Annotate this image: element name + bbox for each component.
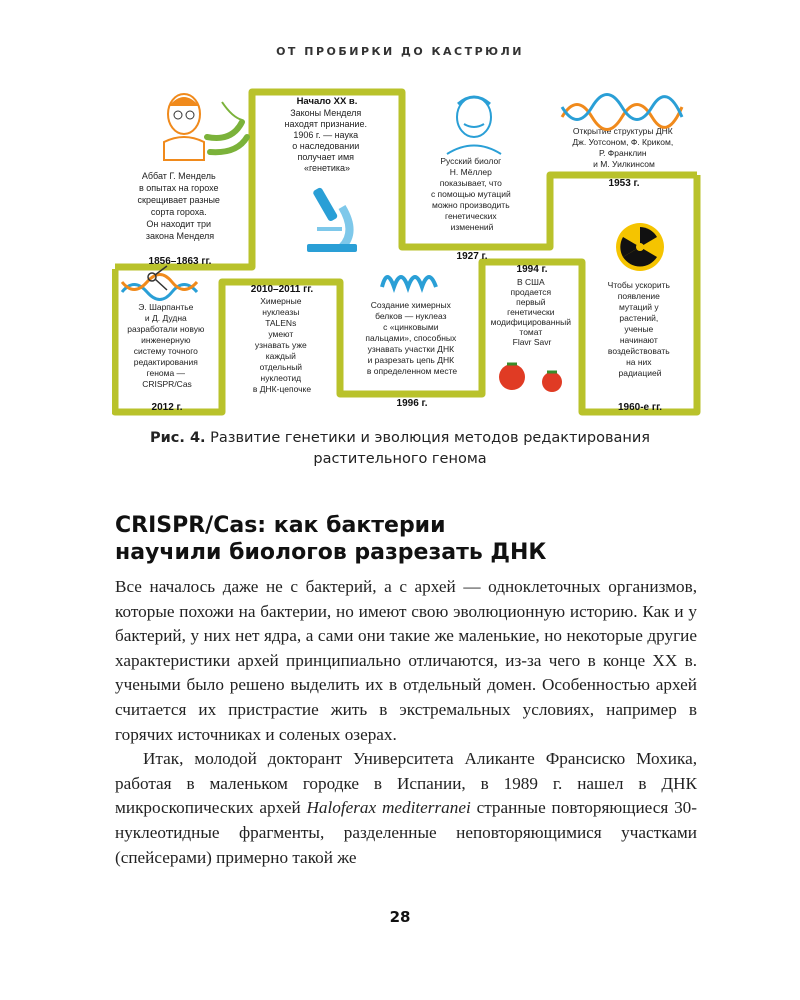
paragraph-2 — [115, 747, 697, 870]
event-text-genetics: Законы Менделя находят признание. 1906 г. — наука о наследовании получает имя «генетика» — [284, 108, 367, 173]
body-text — [115, 575, 697, 870]
paragraph-2-start: Итак, молодой докторант Университета Аликанте Франсиско Мохика, работая в маленьком городке в Испании, в 1989 г. нашел в ДНК микроскопических архей — [115, 749, 697, 818]
year-label-crispr: 2012 г. — [151, 402, 183, 413]
species-name: Haloferax mediterranei — [306, 798, 471, 818]
dna-helix-icon — [562, 95, 682, 130]
event-text-mendel: Аббат Г. Мендель в опытах на горохе скрещивает разные сорта гороха. Он находит три закона Менделя — [137, 171, 220, 241]
event-text-radiation: Чтобы ускорить появление мутаций у растений, ученые начинают воздействовать на них радиацией — [607, 280, 670, 378]
event-text-flavr-savr: В США продается первый генетически модифицированный томат Flavr Savr — [490, 277, 571, 347]
year-label-radiation: 1960-е гг. — [617, 402, 663, 413]
year-label-genetics: Начало XX в. — [296, 96, 358, 107]
event-text-crispr: Э. Шарпантье и Д. Дудна разработали новую инженерную систему точного редактирования генома — CRISPR/Cas — [127, 302, 205, 389]
year-label-muller: 1927 г. — [456, 251, 488, 262]
zinc-finger-icon — [382, 277, 436, 287]
section-title — [115, 512, 715, 566]
radiation-icon — [616, 223, 664, 271]
event-text-zinc-finger: Создание химерных белков — нуклеаз с «цинковыми пальцами», способных узнавать участки ДНК и разрезать цепь ДНК в определенном месте — [365, 300, 458, 376]
figure-caption-label: Рис. 4. — [150, 430, 206, 446]
year-label-mendel: 1856–1863 гг. — [148, 256, 212, 267]
dna-scissors-icon — [122, 266, 197, 300]
microscope-icon — [307, 187, 357, 252]
scientist-portrait-icon — [447, 97, 501, 154]
year-label-talens: 2010–2011 гг. — [250, 284, 314, 295]
paragraph-1: Все началось даже не с бактерий, а с архей — одноклеточных организмов, которые похожи на бактерии, но имеют свою эволюционную историю. Как и у бактерий, у них нет ядра, а сами они такие же маленькие, но некоторые другие характеристики архей принципиально отличаются, из-за чего в конце XX в. учеными было решено выделить их в отдельный домен. Особенностью архей считается их пристрастие жить в экстремальных условиях, например в горячих источниках и соленых озерах. — [115, 577, 697, 744]
event-text-dna-structure: Открытие структуры ДНК Дж. Уотсоном, Ф. Криком, Р. Франклин и М. Уилкинсом — [572, 126, 674, 169]
year-label-dna-structure: 1953 г. — [608, 178, 640, 189]
event-text-talens: Химерные нуклеазы TALENs умеют узнавать уже каждый отдельный нуклеотид в ДНК-цепочке — [252, 296, 312, 394]
running-header: ОТ ПРОБИРКИ ДО КАСТРЮЛИ — [276, 45, 524, 58]
timeline-infographic — [112, 82, 702, 417]
section-title-line-2: научили биологов разрезать ДНК — [115, 540, 547, 565]
figure-caption-text: Развитие генетики и эволюция методов редактирования растительного генома — [210, 430, 650, 467]
mendel-portrait-icon — [164, 94, 204, 160]
event-text-muller: Русский биолог Н. Мёллер показывает, что с помощью мутаций можно производить генетических изменений — [430, 156, 511, 232]
tomato-icon — [499, 364, 562, 392]
year-label-flavr-savr: 1994 г. — [516, 264, 548, 275]
page-number: 28 — [389, 908, 411, 926]
pea-pod-icon — [207, 102, 247, 152]
year-label-zinc-finger: 1996 г. — [396, 398, 428, 409]
paragraph-2-end: странные повторяющиеся 30-нуклеотидные фрагменты, разделенные неповторяющимися участками (спейсерами) примерно такой же — [115, 798, 697, 867]
section-title-line-1: CRISPR/Cas: как бактерии — [115, 513, 446, 538]
figure-caption — [110, 428, 690, 470]
